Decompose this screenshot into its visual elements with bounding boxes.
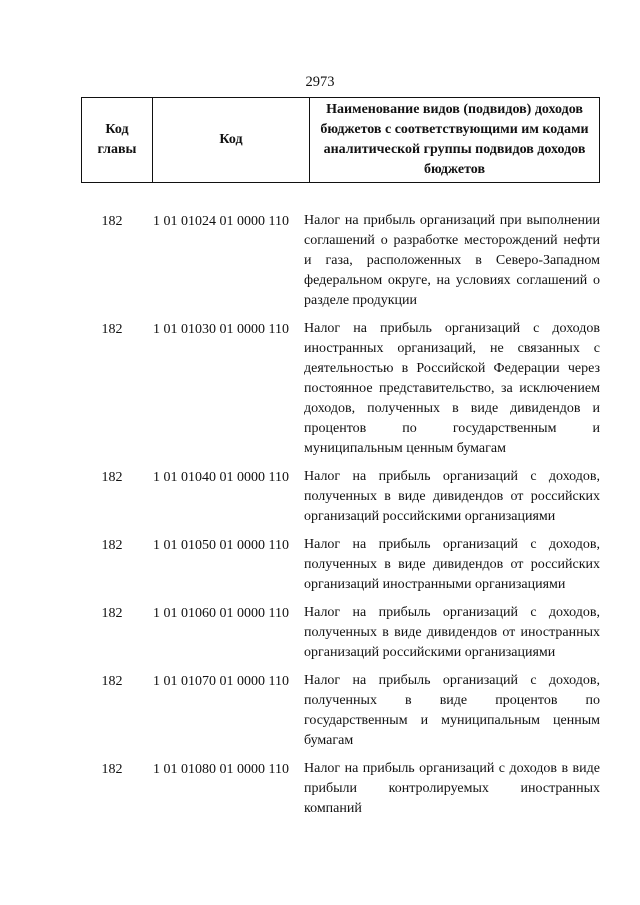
chapter-code-cell: 182	[101, 674, 123, 689]
description-cell: Налог на прибыль организаций с доходов, полученных в виде процентов по государственным и муниципальным ценным бумагам	[304, 673, 600, 748]
header-name: Наименование видов (подвидов) доходов бюджетов с соответствующими им кодами аналитической группы подвидов доходов бюджетов	[310, 98, 600, 183]
table-row	[81, 319, 600, 459]
code-cell: 1 01 01024 01 0000 110	[153, 214, 289, 229]
chapter-code-cell: 182	[101, 322, 123, 337]
description-cell: Налог на прибыль организаций с доходов, полученных в виде дивидендов от иностранных организаций российскими организациями	[304, 605, 600, 660]
code-cell: 1 01 01050 01 0000 110	[153, 538, 289, 553]
chapter-code-cell: 182	[101, 214, 123, 229]
code-cell: 1 01 01030 01 0000 110	[153, 322, 289, 337]
description-cell: Налог на прибыль организаций при выполнении соглашений о разработке месторождений нефти и газа, расположенных в Северо-Западном федеральном округе, на условиях соглашений о разделе продукции	[304, 213, 600, 308]
chapter-code-cell: 182	[101, 606, 123, 621]
table-row	[81, 467, 600, 527]
chapter-code-cell: 182	[101, 538, 123, 553]
table-row	[81, 535, 600, 595]
table-row	[81, 211, 600, 311]
header-code: Код	[153, 98, 310, 183]
description-cell: Налог на прибыль организаций с доходов в виде прибыли контролируемых иностранных компаний	[304, 761, 600, 816]
chapter-code-cell: 182	[101, 470, 123, 485]
code-cell: 1 01 01070 01 0000 110	[153, 674, 289, 689]
chapter-code-cell: 182	[101, 762, 123, 777]
code-cell: 1 01 01060 01 0000 110	[153, 606, 289, 621]
code-cell: 1 01 01080 01 0000 110	[153, 762, 289, 777]
table-header	[81, 97, 600, 183]
table-body	[81, 211, 600, 819]
description-cell: Налог на прибыль организаций с доходов, полученных в виде дивидендов от российских организаций российскими организациями	[304, 469, 600, 524]
description-cell: Налог на прибыль организаций с доходов иностранных организаций, не связанных с деятельностью в Российской Федерации через постоянное представительство, за исключением доходов, полученных в виде дивидендов и процентов по государственным и муниципальным ценным бумагам	[304, 321, 600, 456]
table-row	[81, 759, 600, 819]
code-cell: 1 01 01040 01 0000 110	[153, 470, 289, 485]
table-row	[81, 603, 600, 663]
table-row	[81, 671, 600, 751]
page-number: 2973	[305, 74, 335, 90]
header-chapter-code: Код главы	[82, 98, 153, 183]
description-cell: Налог на прибыль организаций с доходов, полученных в виде дивидендов от российских организаций иностранными организациями	[304, 537, 600, 592]
